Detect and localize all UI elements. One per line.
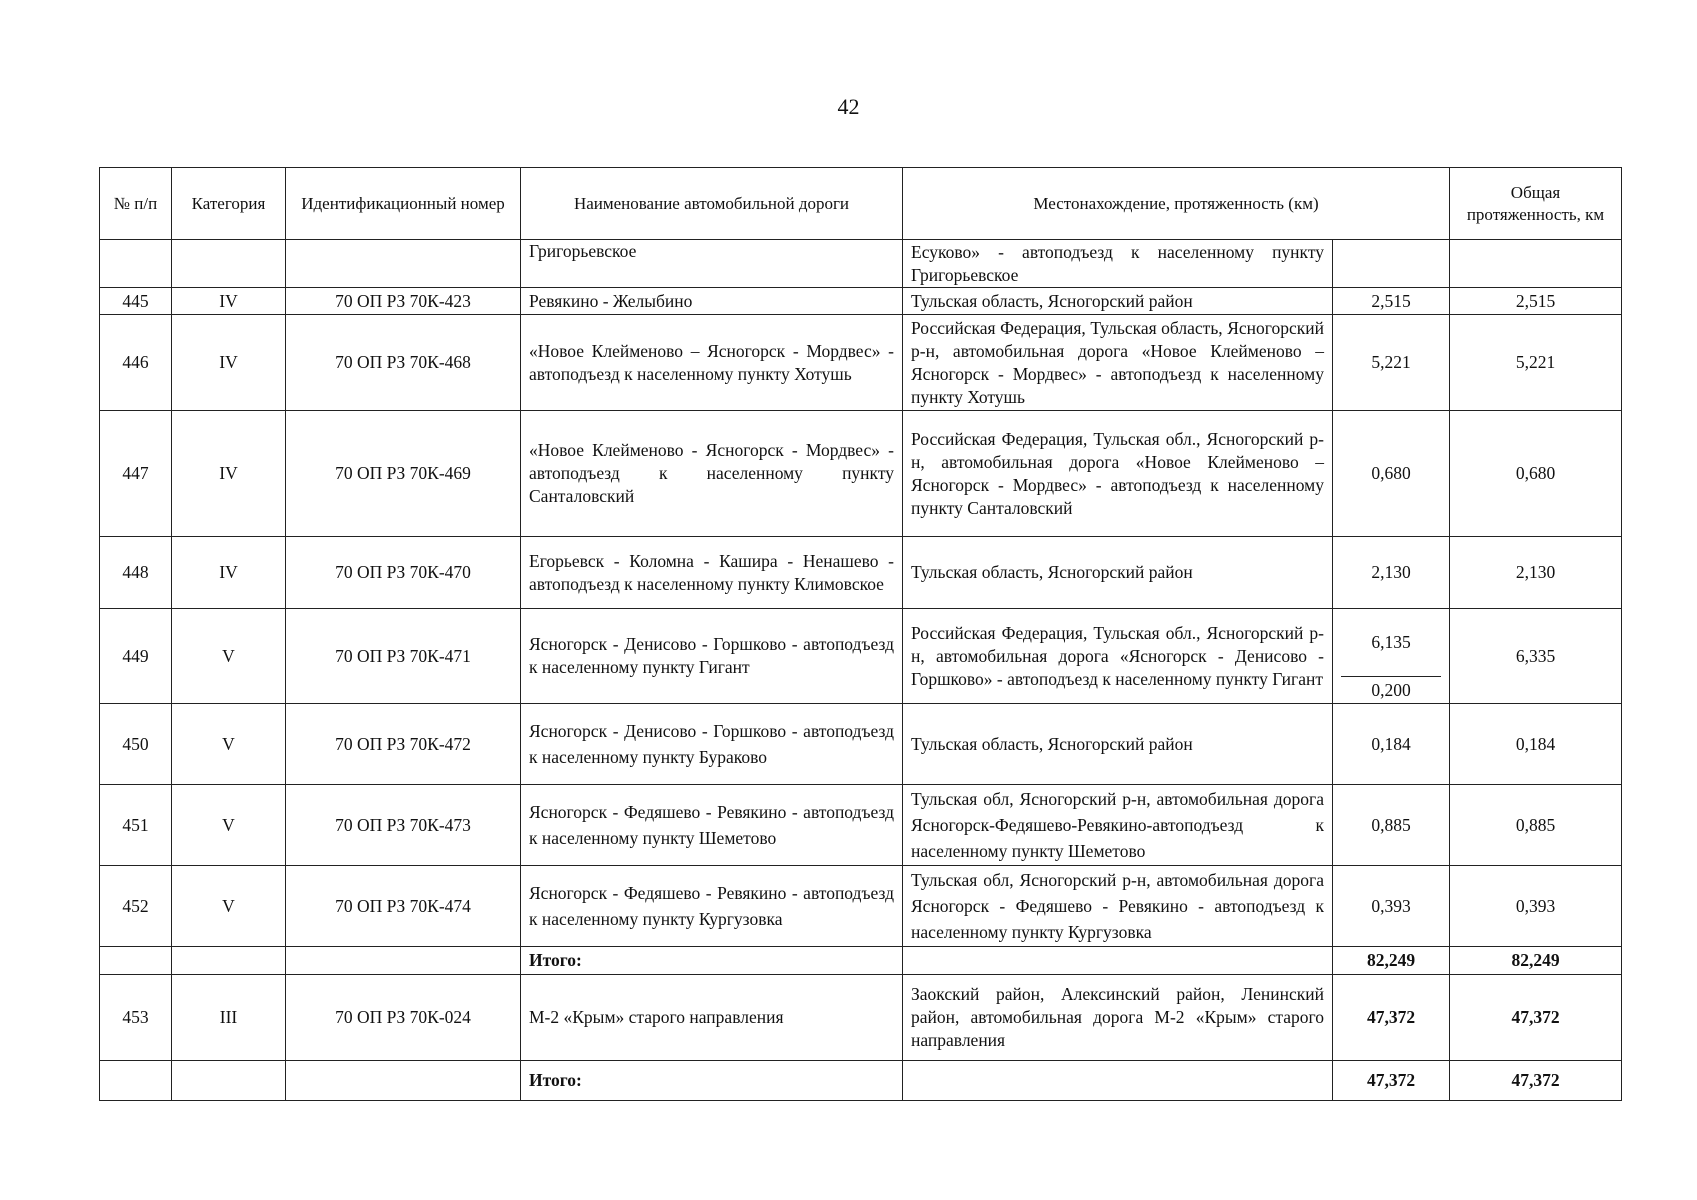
cell-num: 451 [100, 785, 172, 866]
cell-location: Российская Федерация, Тульская область, Ясногорский р-н, автомобильная дорога «Новое Клейменово – Ясногорск - Мордвес» - автоподъезд к населенному пункту Хотушь [903, 315, 1333, 411]
cell-num: 453 [100, 975, 172, 1061]
header-num: № п/п [100, 168, 172, 240]
header-location: Местонахождение, протяженность (км) [903, 168, 1450, 240]
cell-subtotal-label: Итого: [521, 1061, 903, 1101]
cell-id: 70 ОП РЗ 70К-423 [286, 288, 521, 315]
cell-total [1450, 240, 1622, 288]
cell-id: 70 ОП РЗ 70К-024 [286, 975, 521, 1061]
cell-category: V [172, 609, 286, 704]
cell-id [286, 240, 521, 288]
cell-length: 82,249 [1333, 947, 1450, 975]
cell-num: 448 [100, 537, 172, 609]
cell-category: IV [172, 411, 286, 537]
table-row [100, 975, 1622, 1061]
cell-length [1333, 240, 1450, 288]
header-category: Категория [172, 168, 286, 240]
table-row [100, 704, 1622, 785]
cell-total: 2,515 [1450, 288, 1622, 315]
cell-location: Заокский район, Алексинский район, Ленинский район, автомобильная дорога М-2 «Крым» старого направления [903, 975, 1333, 1061]
cell-total: 0,184 [1450, 704, 1622, 785]
cell-length-secondary: 0,200 [1341, 676, 1441, 703]
cell-road-name: «Новое Клейменово - Ясногорск - Мордвес» - автоподъезд к населенному пункту Санталовский [521, 411, 903, 537]
cell-road-name: Ревякино - Желыбино [521, 288, 903, 315]
cell-location: Тульская область, Ясногорский район [903, 288, 1333, 315]
cell-total: 5,221 [1450, 315, 1622, 411]
cell-road-name: «Новое Клейменово – Ясногорск - Мордвес» - автоподъезд к населенному пункту Хотушь [521, 315, 903, 411]
cell-subtotal-label: Итого: [521, 947, 903, 975]
cell-num: 446 [100, 315, 172, 411]
cell-location: Тульская обл, Ясногорский р-н, автомобильная дорога Ясногорск - Федяшево - Ревякино - автоподъезд к населенному пункту Кургузовка [903, 866, 1333, 947]
header-total-length: Общая протяженность, км [1450, 168, 1622, 240]
cell-id [286, 947, 521, 975]
cell-num: 445 [100, 288, 172, 315]
cell-category: III [172, 975, 286, 1061]
cell-total: 82,249 [1450, 947, 1622, 975]
cell-road-name: Григорьевское [521, 240, 903, 288]
cell-length: 47,372 [1333, 975, 1450, 1061]
cell-category: V [172, 785, 286, 866]
cell-id [286, 1061, 521, 1101]
table-row [100, 315, 1622, 411]
cell-category [172, 947, 286, 975]
table-row [100, 866, 1622, 947]
cell-length: 2,515 [1333, 288, 1450, 315]
cell-num [100, 947, 172, 975]
header-id-number: Идентификационный номер [286, 168, 521, 240]
cell-total: 0,680 [1450, 411, 1622, 537]
cell-id: 70 ОП РЗ 70К-470 [286, 537, 521, 609]
table-row [100, 240, 1622, 288]
cell-id: 70 ОП РЗ 70К-474 [286, 866, 521, 947]
cell-location [903, 1061, 1333, 1101]
cell-location: Российская Федерация, Тульская обл., Ясногорский р-н, автомобильная дорога «Ясногорск - Денисово - Горшково» - автоподъезд к населенному пункту Гигант [903, 609, 1333, 704]
cell-road-name: Ясногорск - Федяшево - Ревякино - автоподъезд к населенному пункту Шеметово [521, 785, 903, 866]
page-number: 42 [837, 94, 860, 119]
cell-total: 2,130 [1450, 537, 1622, 609]
cell-category: V [172, 704, 286, 785]
table-row [100, 537, 1622, 609]
cell-total: 0,885 [1450, 785, 1622, 866]
cell-category [172, 1061, 286, 1101]
cell-num: 447 [100, 411, 172, 537]
cell-id: 70 ОП РЗ 70К-469 [286, 411, 521, 537]
cell-num: 452 [100, 866, 172, 947]
cell-id: 70 ОП РЗ 70К-473 [286, 785, 521, 866]
cell-num [100, 240, 172, 288]
cell-road-name: Ясногорск - Денисово - Горшково - автоподъезд к населенному пункту Бураково [521, 704, 903, 785]
cell-id: 70 ОП РЗ 70К-468 [286, 315, 521, 411]
cell-category: IV [172, 288, 286, 315]
cell-location [903, 947, 1333, 975]
cell-total: 0,393 [1450, 866, 1622, 947]
cell-length: 6,135 [1371, 632, 1411, 652]
table-row [100, 609, 1622, 704]
cell-length: 0,393 [1333, 866, 1450, 947]
cell-num: 450 [100, 704, 172, 785]
cell-road-name: Ясногорск - Денисово - Горшково - автоподъезд к населенному пункту Гигант [521, 609, 903, 704]
cell-road-name: М-2 «Крым» старого направления [521, 975, 903, 1061]
cell-length: 5,221 [1333, 315, 1450, 411]
header-row [100, 168, 1622, 240]
cell-total: 47,372 [1450, 1061, 1622, 1101]
cell-id: 70 ОП РЗ 70К-472 [286, 704, 521, 785]
table-row [100, 785, 1622, 866]
cell-length-split [1333, 609, 1450, 704]
cell-road-name: Ясногорск - Федяшево - Ревякино - автоподъезд к населенному пункту Кургузовка [521, 866, 903, 947]
cell-location: Тульская область, Ясногорский район [903, 537, 1333, 609]
cell-category: IV [172, 315, 286, 411]
roads-table [99, 167, 1622, 1101]
cell-category [172, 240, 286, 288]
cell-total: 47,372 [1450, 975, 1622, 1061]
cell-category: V [172, 866, 286, 947]
cell-num: 449 [100, 609, 172, 704]
cell-location: Есуково» - автоподъезд к населенному пункту Григорьевское [903, 240, 1333, 288]
cell-id: 70 ОП РЗ 70К-471 [286, 609, 521, 704]
subtotal-row [100, 947, 1622, 975]
table-row [100, 288, 1622, 315]
cell-length: 0,885 [1333, 785, 1450, 866]
header-road-name: Наименование автомобильной дороги [521, 168, 903, 240]
cell-road-name: Егорьевск - Коломна - Кашира - Ненашево - автоподъезд к населенному пункту Климовское [521, 537, 903, 609]
cell-location: Российская Федерация, Тульская обл., Ясногорский р-н, автомобильная дорога «Новое Клейменово – Ясногорск - Мордвес» - автоподъезд к населенному пункту Санталовский [903, 411, 1333, 537]
cell-length: 2,130 [1333, 537, 1450, 609]
cell-location: Тульская область, Ясногорский район [903, 704, 1333, 785]
cell-location: Тульская обл, Ясногорский р-н, автомобильная дорога Ясногорск-Федяшево-Ревякино-автоподъезд к населенному пункту Шеметово [903, 785, 1333, 866]
cell-category: IV [172, 537, 286, 609]
table-row [100, 411, 1622, 537]
cell-total: 6,335 [1450, 609, 1622, 704]
cell-num [100, 1061, 172, 1101]
cell-length: 0,184 [1333, 704, 1450, 785]
cell-length: 47,372 [1333, 1061, 1450, 1101]
cell-length: 0,680 [1333, 411, 1450, 537]
subtotal-row [100, 1061, 1622, 1101]
